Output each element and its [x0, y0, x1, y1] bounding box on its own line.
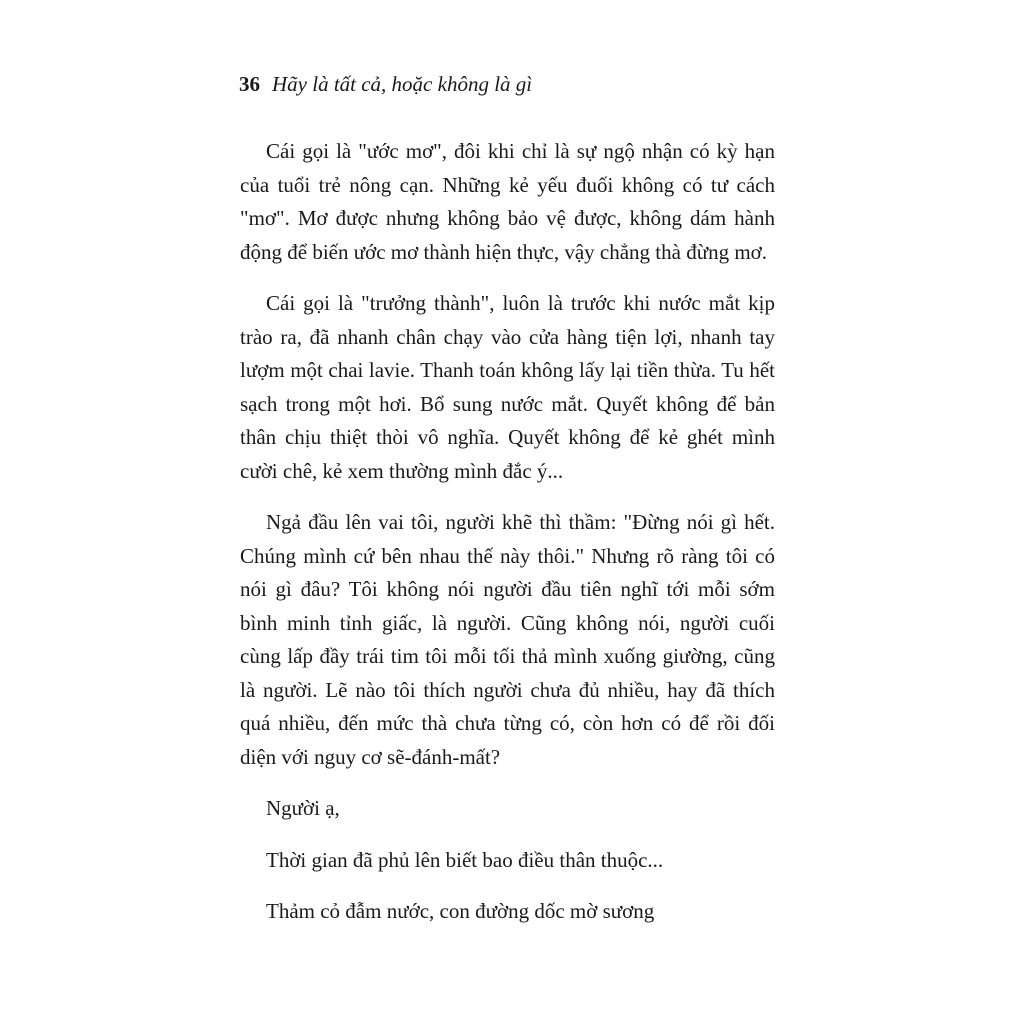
body-text — [240, 135, 775, 929]
page-number: 36 — [239, 72, 260, 96]
running-head — [239, 70, 532, 98]
line-address: Người ạ, — [266, 796, 340, 820]
line-grass: Thảm cỏ đẫm nước, con đường dốc mờ sương — [266, 899, 655, 923]
paragraph-maturity: Cái gọi là "trưởng thành", luôn là trước khi nước mắt kịp trào ra, đã nhanh chân chạy vào cửa hàng tiện lợi, nhanh tay lượm một chai lavie. Thanh toán không lấy lại tiền thừa. Tu hết sạch trong một hơi. Bổ sung nước mắt. Quyết không để bản thân chịu thiệt thòi vô nghĩa. Quyết không để kẻ ghét mình cười chê, kẻ xem thường mình đắc ý... — [240, 291, 775, 483]
book-title: Hãy là tất cả, hoặc không là gì — [272, 72, 533, 96]
line-time: Thời gian đã phủ lên biết bao điều thân thuộc... — [266, 847, 664, 872]
paragraph-dream: Cái gọi là "ước mơ", đôi khi chỉ là sự ngộ nhận có kỳ hạn của tuổi trẻ nông cạn. Những kẻ yếu đuối không có tư cách "mơ". Mơ được nhưng không bảo vệ được, không dám hành động để biến ước mơ thành hiện thực, vậy chẳng thà đừng mơ. — [240, 139, 775, 264]
paragraph-shoulder: Ngả đầu lên vai tôi, người khẽ thì thầm: "Đừng nói gì hết. Chúng mình cứ bên nhau thế này thôi." Nhưng rõ ràng tôi có nói gì đâu? Tôi không nói người đầu tiên nghĩ tới mỗi sớm bình minh tỉnh giấc, là người. Cũng không nói, người cuối cùng lấp đầy trái tim tôi mỗi tối thả mình xuống giường, cũng là người. Lẽ nào tôi thích người chưa đủ nhiều, hay đã thích quá nhiều, đến mức thà chưa từng có, còn hơn có để rồi đối diện với nguy cơ sẽ-đánh-mất? — [240, 510, 775, 769]
